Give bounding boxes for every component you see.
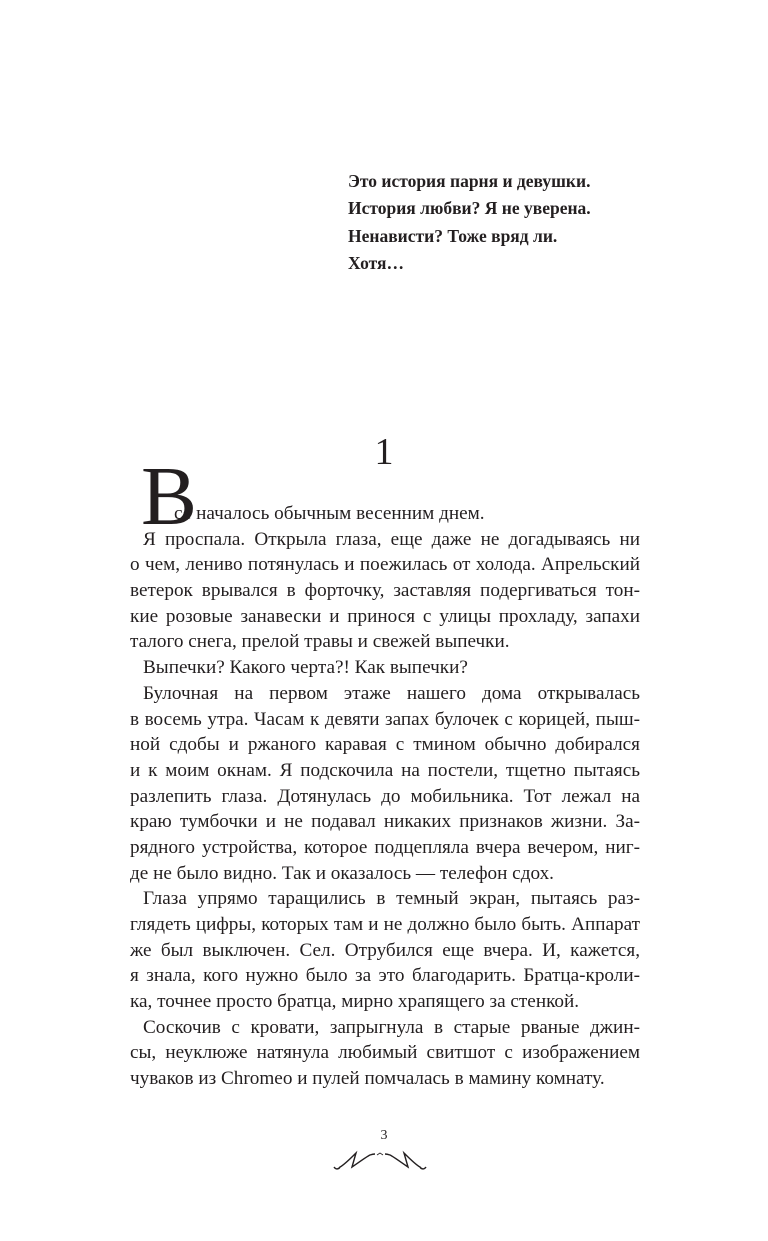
text-line: талого снега, прелой травы и свежей выпечки. — [130, 631, 510, 653]
epigraph-line: Хотя… — [348, 252, 404, 273]
text-line: Глаза упрямо таращились в темный экран, пытаясь раз- — [143, 888, 640, 910]
text-line: я знала, кого нужно было за это благодарить. Братца-кроли- — [130, 965, 640, 987]
text-line: и к моим окнам. Я подскочила на постели, тщетно пытаясь — [130, 759, 640, 781]
text-line: чуваков из Chromeo и пулей помчалась в мамину комнату. — [130, 1068, 605, 1090]
text-line: краю тумбочки и не подавал никаких признаков жизни. За- — [130, 811, 640, 833]
text-line: Выпечки? Какого черта?! Как выпечки? — [143, 657, 468, 679]
text-line: разлепить глаза. Дотянулась до мобильника. Тот лежал на — [130, 785, 640, 807]
flourish-ornament-icon — [330, 1148, 430, 1172]
epigraph-line: Это история парня и девушки. — [348, 171, 591, 191]
text-line: Соскочив с кровати, запрыгнула в старые рваные джин- — [143, 1016, 640, 1038]
drop-cap: В — [141, 450, 198, 543]
page-number: 3 — [380, 1128, 388, 1143]
text-line: Булочная на первом этаже нашего дома открывалась — [143, 682, 640, 704]
text-line: ветерок врывался в форточку, заставляя подергиваться тон- — [130, 580, 640, 602]
chapter-body — [130, 501, 640, 1092]
text-line: се началось обычным весенним днем. — [174, 503, 485, 524]
text-line: в восемь утра. Часам к девяти запах булочек с корицей, пыш- — [130, 708, 640, 730]
epigraph — [348, 168, 591, 277]
chapter-number: 1 — [374, 431, 394, 473]
epigraph-line: История любви? Я не уверена. — [348, 198, 591, 219]
text-line: де не было видно. Так и оказалось — телефон сдох. — [130, 862, 554, 884]
text-line: сы, неуклюже натянула любимый свитшот с изображением — [130, 1042, 640, 1064]
text-line: рядного устройства, которое подцепляла вчера вечером, ниг- — [130, 836, 640, 858]
text-line: глядеть цифры, которых там и не должно было быть. Аппарат — [130, 914, 640, 935]
epigraph-line: Ненависти? Тоже вряд ли. — [348, 225, 558, 246]
text-line: о чем, лениво потянулась и поежилась от холода. Апрельский — [130, 554, 640, 576]
text-line: ка, точнее просто братца, мирно храпящего за стенкой. — [130, 991, 580, 1013]
text-line: же был выключен. Сел. Отрубился еще вчера. И, кажется, — [130, 939, 640, 961]
text-line: Я проспала. Открыла глаза, еще даже не догадываясь ни — [143, 528, 640, 550]
text-line: ной сдобы и ржаного каравая с тмином обычно добирался — [130, 734, 640, 756]
text-line: кие розовые занавески и принося с улицы прохладу, запахи — [130, 605, 640, 627]
